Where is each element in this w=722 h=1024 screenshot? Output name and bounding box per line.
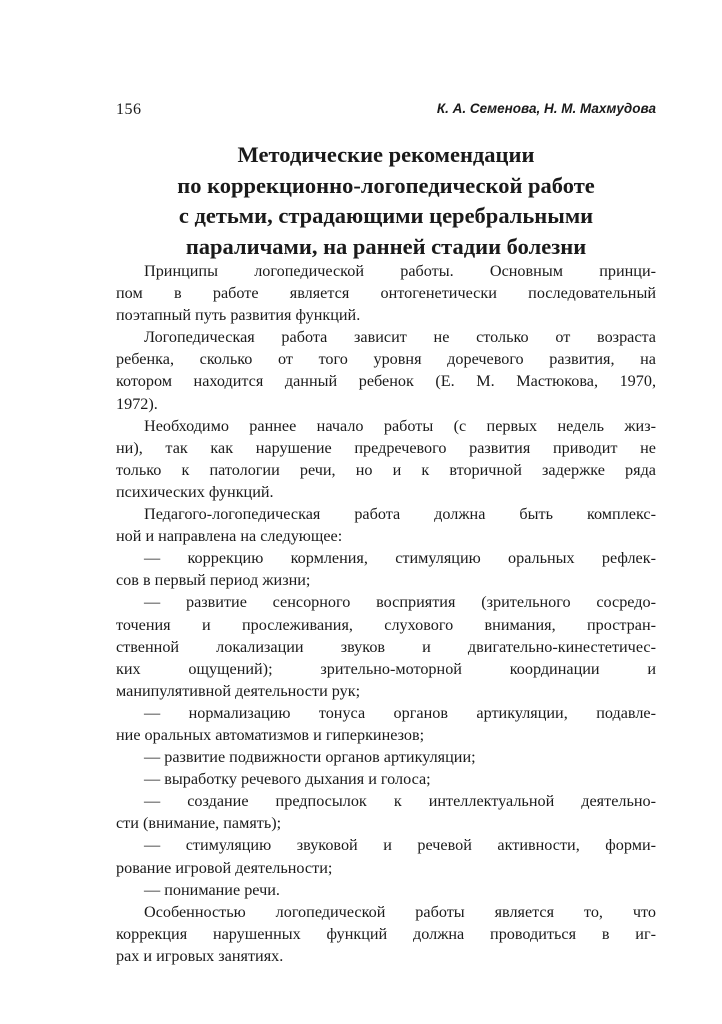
list-item-line: — развитие сенсорного восприятия (зрительного сосредо-	[144, 593, 656, 612]
body-text	[116, 260, 656, 967]
text-line: коррекция нарушенных функций должна проводиться в иг-	[116, 924, 656, 943]
text-line: сов в первый период жизни;	[116, 571, 311, 590]
text-line: ственной локализации звуков и двигательно-кинестетичес-	[116, 637, 656, 656]
title-line: по коррекционно-логопедической работе	[177, 172, 595, 198]
running-head-authors: К. А. Семенова, Н. М. Махмудова	[436, 101, 656, 116]
text-line: Особенностью логопедической работы является то, что	[144, 902, 656, 921]
list-item-line: — понимание речи.	[144, 880, 280, 899]
title-line: с детьми, страдающими церебральными	[178, 203, 594, 228]
text-line: Необходимо раннее начало работы (с первых недель жиз-	[144, 416, 656, 435]
text-line: Принципы логопедической работы. Основным принци-	[144, 262, 656, 280]
page-number: 156	[116, 101, 142, 118]
page-header	[116, 101, 656, 125]
list-item-line: — выработку речевого дыхания и голоса;	[144, 770, 431, 789]
text-line: ние оральных автоматизмов и гиперкинезов;	[116, 725, 425, 744]
text-line: ребенка, сколько от того уровня доречевого развития, на	[116, 350, 656, 369]
list-item-line: — стимуляцию звуковой и речевой активности, форми-	[144, 836, 656, 855]
text-line: котором находится данный ребенок (Е. М. Мастюкова, 1970,	[116, 372, 656, 391]
text-line: рование игровой деятельности;	[116, 858, 333, 877]
text-line: Логопедическая работа зависит не столько от возраста	[144, 328, 656, 347]
text-line: поэтапный путь развития функций.	[116, 306, 361, 325]
text-line: точения и прослеживания, слухового внимания, простран-	[116, 615, 656, 634]
text-line: только к патологии речи, но и к вторичной задержке ряда	[116, 460, 656, 479]
text-line: Педагого-логопедическая работа должна быть комплекс-	[144, 505, 656, 524]
text-line: психических функций.	[116, 482, 274, 501]
text-line: 1972).	[116, 394, 158, 413]
text-line: рах и игровых занятиях.	[116, 946, 284, 965]
title-line: Методические рекомендации	[237, 142, 535, 167]
text-line: ни), так как нарушение предречевого развития приводит не	[116, 438, 656, 457]
text-line: ной и направлена на следующее:	[116, 527, 343, 546]
title-line: параличами, на ранней стадии болезни	[185, 233, 587, 259]
list-item-line: — коррекцию кормления, стимуляцию оральных рефлек-	[144, 549, 656, 568]
list-item-line: — развитие подвижности органов артикуляции;	[144, 748, 476, 767]
text-line: сти (внимание, память);	[116, 814, 282, 833]
text-line: пом в работе является онтогенетически последовательный	[116, 284, 656, 303]
text-line: ких ощущений); зрительно-моторной координации и	[116, 659, 656, 678]
section-title	[116, 140, 656, 262]
list-item-line: — создание предпосылок к интеллектуальной деятельно-	[144, 792, 656, 811]
list-item-line: — нормализацию тонуса органов артикуляции, подавле-	[144, 703, 656, 722]
text-line: манипулятивной деятельности рук;	[116, 681, 361, 700]
